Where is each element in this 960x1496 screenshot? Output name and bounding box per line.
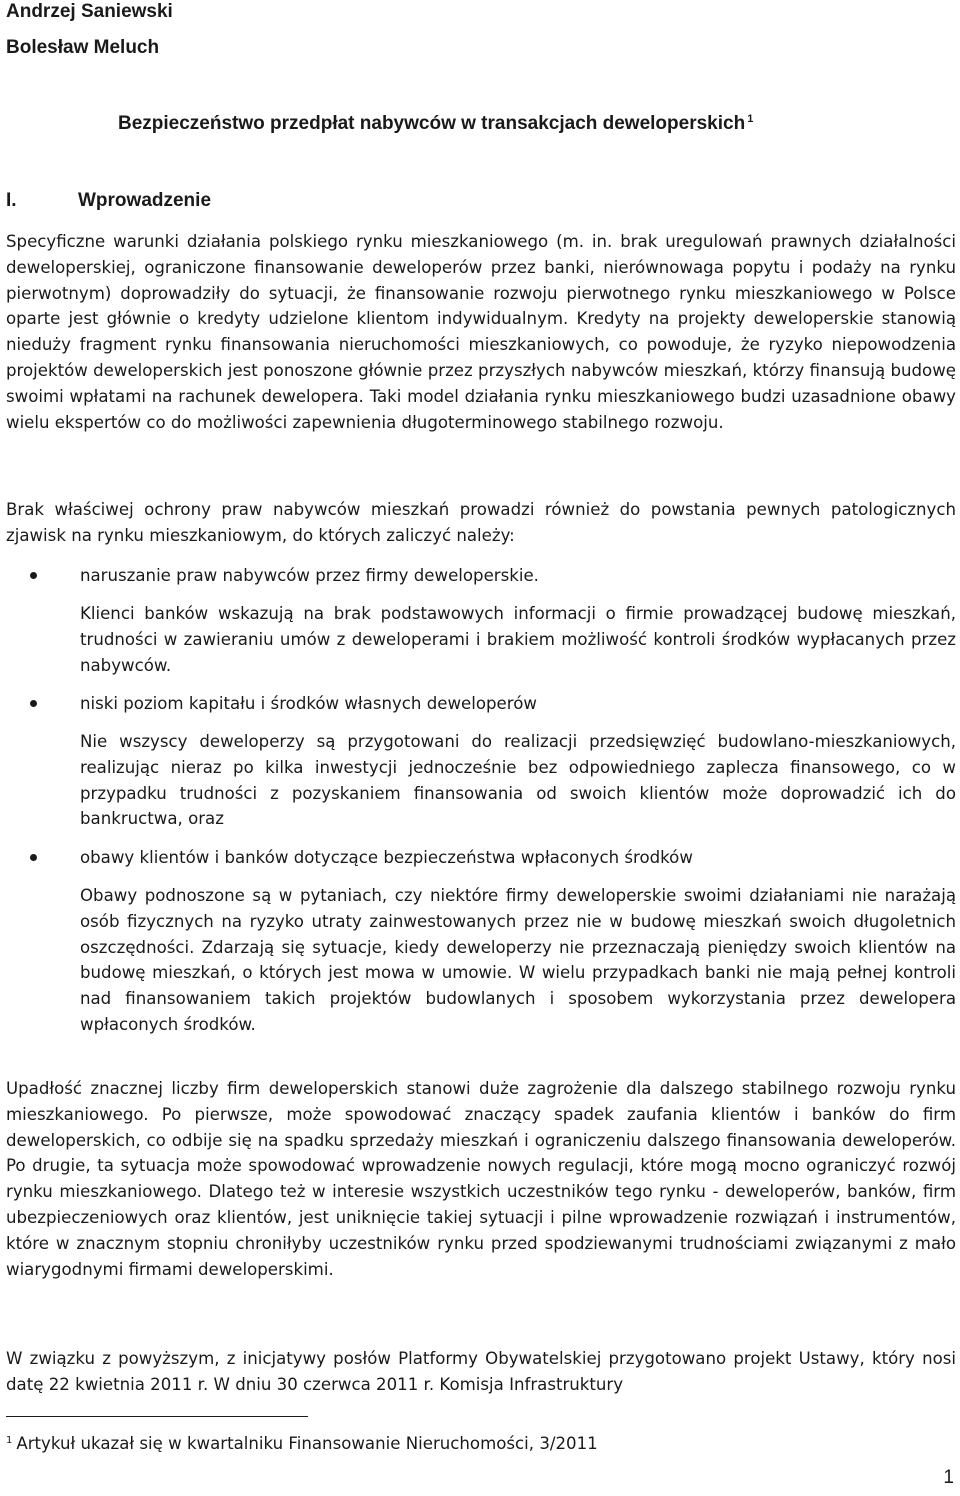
bullet-description: Obawy podnoszone są w pytaniach, czy niektóre firmy deweloperskie swoimi działaniami nie narażają osób fizycznych na ryzyko utraty zainwestowanych przez nie w budowę mieszkań swoich długoletnich oszczędności. Zdarzają się sytuacje, kiedy deweloperzy nie przeznaczają pieniędzy swoich klientów na budowę mieszkań, o których jest mowa w umowie. W wielu przypadkach banki nie mają pełnej kontroli nad finansowaniem takich projektów budowlanych i sposobem wykorzystania przez dewelopera wpłaconych środków. — [80, 886, 956, 1034]
author-list — [6, 0, 173, 72]
footnote-divider — [6, 1416, 308, 1417]
footnote-reference[interactable]: 1 — [747, 113, 754, 125]
paragraph-intro: Specyficzne warunki działania polskiego rynku mieszkaniowego (m. in. brak uregulowań prawnych działalności deweloperskiej, ograniczone finansowanie deweloperów przez banki, nierównowaga popytu i podaży na rynku pierwotnym) doprowadziły do sytuacji, że finansowanie rozwoju pierwotnego rynku mieszkaniowego w Polsce oparte jest głównie o kredyty udzielone klientom indywidualnym. Kredyty na projekty deweloperskie stanowią nieduży fragment rynku finansowania nieruchomości mieszkaniowych, co powoduje, że ryzyko niepowodzenia projektów deweloperskich jest ponoszone głównie przez przyszłych nabywców mieszkań, którzy finansują budowę swoimi wpłatami na rachunek dewelopera. Taki model działania rynku mieszkaniowego budzi uzasadnione obawy wielu ekspertów co do możliwości zapewnienia długoterminowego stabilnego rozwoju. — [6, 232, 956, 432]
section-heading — [6, 190, 211, 212]
footnote — [6, 1428, 598, 1456]
section-title: Wprowadzenie — [78, 190, 212, 211]
author-name: Andrzej Saniewski — [6, 1, 173, 22]
bullet-label: niski poziom kapitału i środków własnych deweloperów — [80, 694, 537, 713]
paragraph-consequences: Upadłość znacznej liczby firm deweloperskich stanowi duże zagrożenie dla dalszego stabilnego rozwoju rynku mieszkaniowego. Po pierwsze, może spowodować znaczący spadek zaufania klientów i banków do firm deweloperskich, co odbije się na spadku sprzedaży mieszkań i ograniczeniu dalszego finansowania deweloperów. Po drugie, ta sytuacja może spowodować wprowadzenie nowych regulacji, które mogą mocno ograniczyć rozwój rynku mieszkaniowego. Dlatego też w interesie wszystkich uczestników tego rynku - deweloperów, banków, firm ubezpieczeniowych oraz klientów, jest uniknięcie takiej sytuacji i pilne wprowadzenie rozwiązań i instrumentów, które w znacznym stopniu chroniłyby uczestników rynku przed spodziewanymi trudnościami związanymi z mało wiarygodnymi firmami deweloperskimi. — [6, 1079, 956, 1279]
bullet-marker — [30, 854, 37, 861]
bullet-label: naruszanie praw nabywców przez firmy deweloperskie. — [80, 566, 539, 585]
page-number: 1 — [943, 1467, 954, 1488]
section-number: I. — [6, 190, 17, 211]
document-title-text: Bezpieczeństwo przedpłat nabywców w transakcjach deweloperskich — [118, 113, 746, 134]
author-name: Bolesław Meluch — [6, 37, 160, 58]
footnote-text: Artykuł ukazał się w kwartalniku Finansowanie Nieruchomości, 3/2011 — [16, 1434, 598, 1453]
bullet-description: Klienci banków wskazują na brak podstawowych informacji o firmie prowadzącej budowę mieszkań, trudności w zawieraniu umów z deweloperami i brakiem możliwość kontroli środków wypłacanych przez nabywców. — [80, 604, 956, 675]
paragraph-initiative: W związku z powyższym, z inicjatywy posłów Platformy Obywatelskiej przygotowano projekt Ustawy, który nosi datę 22 kwietnia 2011 r. W dniu 30 czerwca 2011 r. Komisja Infrastruktury — [6, 1349, 956, 1394]
bullet-description: Nie wszyscy deweloperzy są przygotowani do realizacji przedsięwzięć budowlano-mieszkaniowych, realizując nieraz po kilka inwestycji jednocześnie bez odpowiedniego zaplecza finansowego, co w przypadku trudności z pozyskaniem finansowania od swoich klientów może doprowadzić ich do bankructwa, oraz — [80, 732, 956, 829]
bullet-marker — [30, 572, 37, 579]
bullet-marker — [30, 700, 37, 707]
bullet-label: obawy klientów i banków dotyczące bezpieczeństwa wpłaconych środków — [80, 848, 693, 867]
footnote-mark: 1 — [6, 1435, 13, 1446]
document-title — [118, 113, 753, 135]
paragraph-pathologies: Brak właściwej ochrony praw nabywców mieszkań prowadzi również do powstania pewnych patologicznych zjawisk na rynku mieszkaniowym, do których zaliczyć należy: — [6, 500, 956, 545]
